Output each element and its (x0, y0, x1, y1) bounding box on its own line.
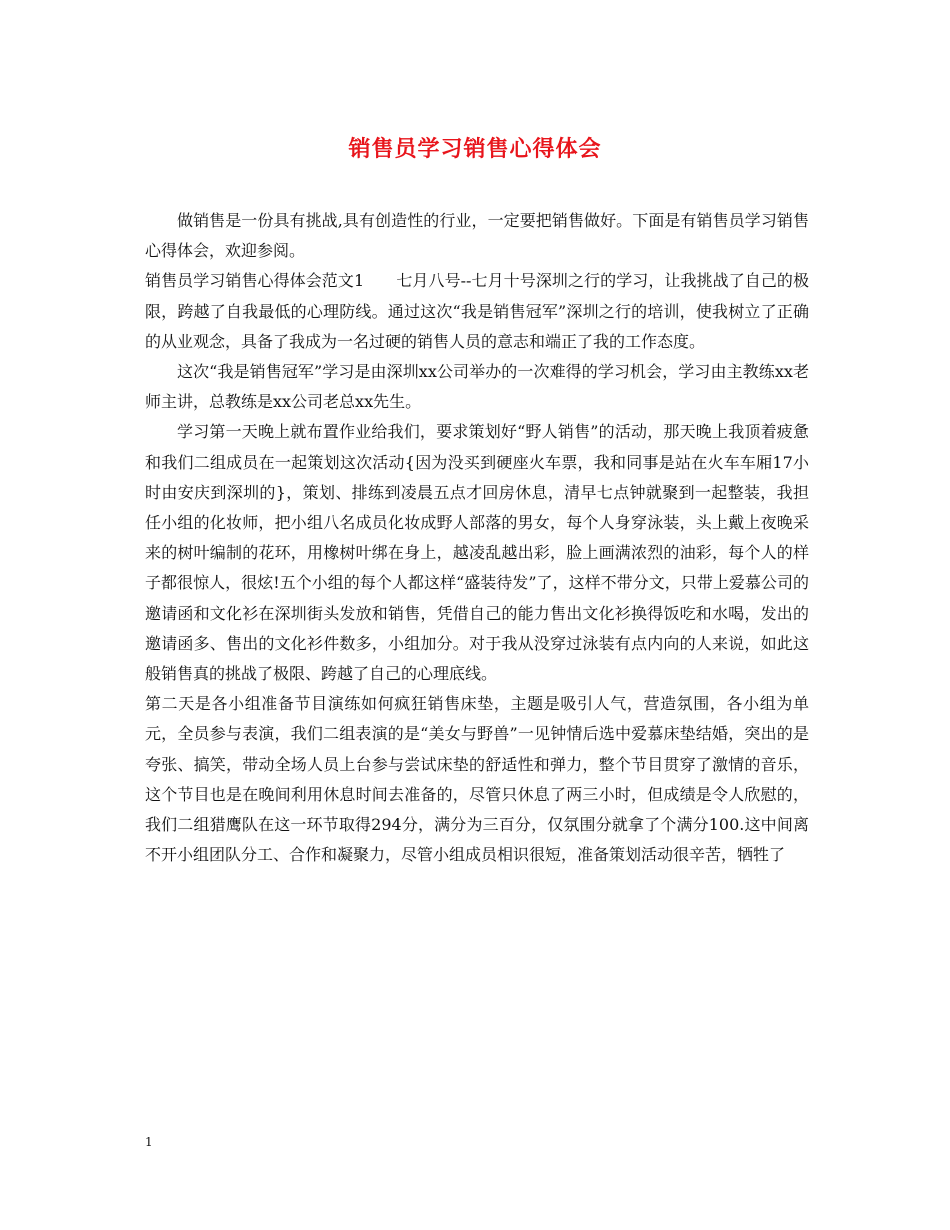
paragraph-training-info: 这次“我是销售冠军”学习是由深圳xx公司举办的一次难得的学习机会，学习由主教练xx老师主讲，总教练是xx公司老总xx先生。 (145, 362, 809, 412)
page-number: 1 (145, 1135, 153, 1149)
paragraph-sample-1: 销售员学习销售心得体会范文1 七月八号--七月十号深圳之行的学习，让我挑战了自己的极限，跨越了自我最低的心理防线。通过这次“我是销售冠军”深圳之行的培训，使我树立了正确的从业观念，具备了我成为一名过硬的销售人员的意志和端正了我的工作态度。 (145, 271, 809, 351)
paragraph-intro: 做销售是一份具有挑战,具有创造性的行业，一定要把销售做好。下面是有销售员学习销售心得体会，欢迎参阅。 (145, 211, 809, 261)
paragraph-day-two: 第二天是各小组准备节目演练如何疯狂销售床垫，主题是吸引人气，营造氛围，各小组为单元，全员参与表演，我们二组表演的是“美女与野兽”一见钟情后选中爱慕床垫结婚，突出的是夸张、搞笑，带动全场人员上台参与尝试床垫的舒适性和弹力，整个节目贯穿了激情的音乐，这个节目也是在晚间利用休息时间去准备的，尽管只休息了两三小时，但成绩是令人欣慰的，我们二组猎鹰队在这一环节取得294分，满分为三百分，仅氛围分就拿了个满分100.这中间离不开小组团队分工、合作和凝聚力，尽管小组成员相识很短，准备策划活动很辛苦，牺牲了 (145, 694, 809, 865)
page-title: 销售员学习销售心得体会 (348, 136, 602, 162)
paragraph-day-one: 学习第一天晚上就布置作业给我们，要求策划好“野人销售”的活动，那天晚上我顶着疲惫和我们二组成员在一起策划这次活动{因为没买到硬座火车票，我和同事是站在火车车厢17小时由安庆到深圳的}，策划、排练到凌晨五点才回房休息，清早七点钟就聚到一起整装，我担任小组的化妆师，把小组八名成员化妆成野人部落的男女，每个人身穿泳装，头上戴上夜晚采来的树叶编制的花环，用橡树叶绑在身上，越凌乱越出彩，脸上画满浓烈的油彩，每个人的样子都很惊人，很炫!五个小组的每个人都这样“盛装待发”了，这样不带分文，只带上爱慕公司的邀请函和文化衫在深圳街头发放和销售，凭借自己的能力售出文化衫换得饭吃和水喝，发出的邀请函多、售出的文化衫件数多，小组加分。对于我从没穿过泳装有点内向的人来说，如此这般销售真的挑战了极限、跨越了自己的心理底线。 (145, 422, 809, 684)
body-text (145, 206, 809, 870)
